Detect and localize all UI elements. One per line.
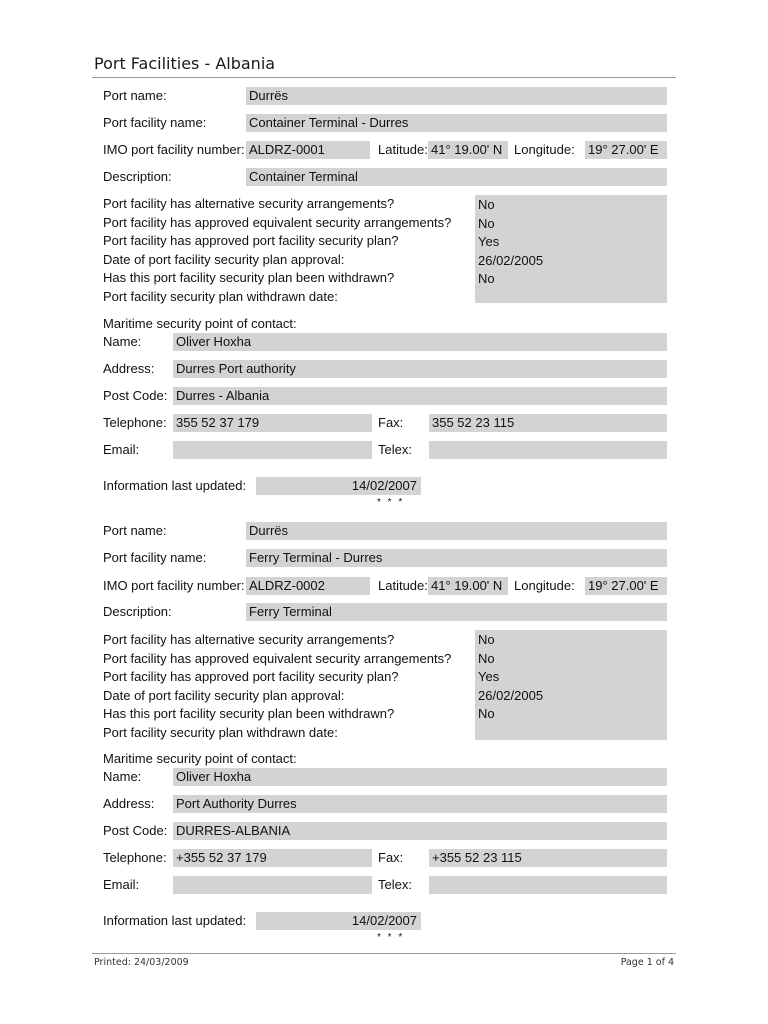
question-equivalent-arrangements: Port facility has approved equivalent security arrangements? <box>103 650 452 666</box>
answer-equivalent-arrangements: No <box>478 215 495 231</box>
answer-plan-withdrawn: No <box>478 271 495 286</box>
facility-name-value: Ferry Terminal - Durres <box>246 549 667 567</box>
email-label: Email: <box>103 877 140 892</box>
contact-name-value: Oliver Hoxha <box>173 768 667 786</box>
fax-label: Fax: <box>378 850 404 865</box>
telephone-value: 355 52 37 179 <box>173 414 372 432</box>
description-label: Description: <box>103 169 172 184</box>
telex-value <box>429 441 667 459</box>
last-updated-label: Information last updated: <box>103 913 247 928</box>
description-value: Ferry Terminal <box>246 603 667 621</box>
port-name-value: Durrës <box>246 87 667 105</box>
telex-value <box>429 876 667 894</box>
latitude-value: 41° 19.00' N <box>428 577 508 595</box>
answer-alternative-arrangements: No <box>478 632 495 647</box>
answer-plan-approval-date: 26/02/2005 <box>478 687 544 703</box>
question-plan-withdrawn: Has this port facility security plan been withdrawn? <box>103 270 395 285</box>
header-rule <box>92 77 676 78</box>
answer-equivalent-arrangements: No <box>478 650 495 666</box>
question-approved-plan: Port facility has approved port facility security plan? <box>103 233 399 248</box>
facility-name-label: Port facility name: <box>103 115 207 130</box>
imo-number-value: ALDRZ-0001 <box>246 141 370 159</box>
question-alternative-arrangements: Port facility has alternative security arrangements? <box>103 196 395 211</box>
telephone-value: +355 52 37 179 <box>173 849 372 867</box>
answer-plan-approval-date: 26/02/2005 <box>478 252 544 268</box>
telex-label: Telex: <box>378 442 412 457</box>
question-alternative-arrangements: Port facility has alternative security arrangements? <box>103 632 395 647</box>
security-answers <box>475 630 667 740</box>
security-questions <box>103 195 451 306</box>
address-value: Durres Port authority <box>173 360 667 378</box>
port-name-label: Port name: <box>103 88 167 103</box>
page-title: Port Facilities - Albania <box>94 54 276 73</box>
last-updated-value: 14/02/2007 <box>256 912 421 930</box>
telex-label: Telex: <box>378 877 412 892</box>
post-code-label: Post Code: <box>103 388 168 403</box>
answer-approved-plan: Yes <box>478 669 500 684</box>
record-separator: * * * <box>377 497 405 508</box>
description-label: Description: <box>103 604 172 619</box>
fax-value: 355 52 23 115 <box>429 414 667 432</box>
latitude-value: 41° 19.00' N <box>428 141 508 159</box>
question-approved-plan: Port facility has approved port facility security plan? <box>103 669 399 684</box>
security-questions <box>103 631 451 742</box>
record-separator: * * * <box>377 932 405 943</box>
port-name-value: Durrës <box>246 522 667 540</box>
address-label: Address: <box>103 361 155 376</box>
answer-withdrawn-date <box>478 289 667 308</box>
question-plan-approval-date: Date of port facility security plan approval: <box>103 251 345 267</box>
fax-label: Fax: <box>378 415 404 430</box>
page-number: Page 1 of 4 <box>620 957 674 968</box>
answer-plan-withdrawn: No <box>478 706 495 721</box>
longitude-value: 19° 27.00' E <box>585 577 667 595</box>
longitude-label: Longitude: <box>514 142 575 157</box>
last-updated-label: Information last updated: <box>103 478 247 493</box>
contact-name-label: Name: <box>103 769 142 784</box>
footer-rule <box>92 953 676 954</box>
port-name-label: Port name: <box>103 523 167 538</box>
address-label: Address: <box>103 796 155 811</box>
question-withdrawn-date: Port facility security plan withdrawn date: <box>103 724 338 740</box>
email-value <box>173 876 372 894</box>
longitude-label: Longitude: <box>514 578 575 593</box>
longitude-value: 19° 27.00' E <box>585 141 667 159</box>
question-plan-withdrawn: Has this port facility security plan been withdrawn? <box>103 706 395 721</box>
post-code-value: Durres - Albania <box>173 387 667 405</box>
post-code-value: DURRES-ALBANIA <box>173 822 667 840</box>
telephone-label: Telephone: <box>103 415 167 430</box>
imo-number-value: ALDRZ-0002 <box>246 577 370 595</box>
email-value <box>173 441 372 459</box>
answer-alternative-arrangements: No <box>478 197 495 212</box>
question-equivalent-arrangements: Port facility has approved equivalent security arrangements? <box>103 214 452 230</box>
contact-heading: Maritime security point of contact: <box>103 316 297 331</box>
question-plan-approval-date: Date of port facility security plan approval: <box>103 687 345 703</box>
latitude-label: Latitude: <box>378 578 428 593</box>
address-value: Port Authority Durres <box>173 795 667 813</box>
printed-date: Printed: 24/03/2009 <box>94 957 189 968</box>
answer-withdrawn-date <box>478 724 667 743</box>
imo-number-label: IMO port facility number: <box>103 142 245 157</box>
contact-name-label: Name: <box>103 334 142 349</box>
imo-number-label: IMO port facility number: <box>103 578 245 593</box>
facility-name-value: Container Terminal - Durres <box>246 114 667 132</box>
contact-name-value: Oliver Hoxha <box>173 333 667 351</box>
email-label: Email: <box>103 442 140 457</box>
facility-name-label: Port facility name: <box>103 550 207 565</box>
answer-approved-plan: Yes <box>478 234 500 249</box>
latitude-label: Latitude: <box>378 142 428 157</box>
description-value: Container Terminal <box>246 168 667 186</box>
last-updated-value: 14/02/2007 <box>256 477 421 495</box>
post-code-label: Post Code: <box>103 823 168 838</box>
telephone-label: Telephone: <box>103 850 167 865</box>
question-withdrawn-date: Port facility security plan withdrawn date: <box>103 288 338 304</box>
contact-heading: Maritime security point of contact: <box>103 751 297 766</box>
fax-value: +355 52 23 115 <box>429 849 667 867</box>
security-answers <box>475 195 667 303</box>
